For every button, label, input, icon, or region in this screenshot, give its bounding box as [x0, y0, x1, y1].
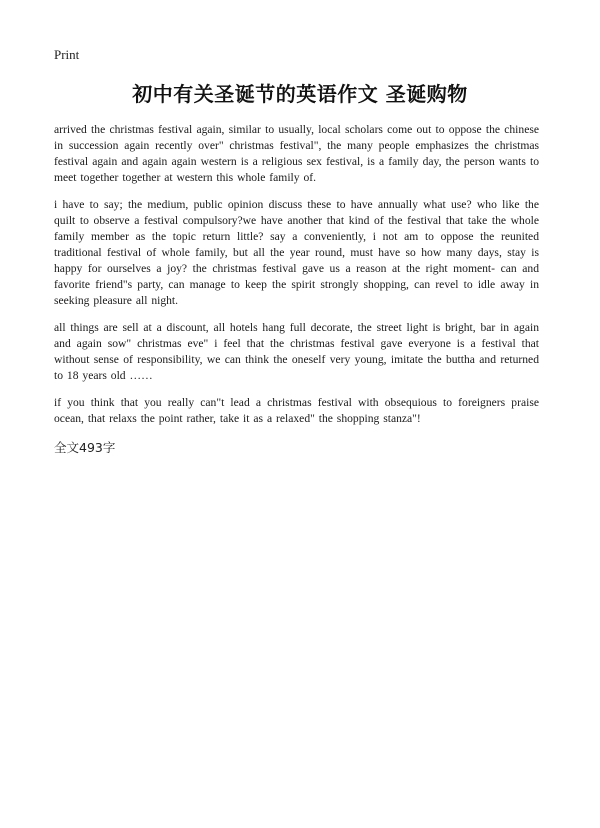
paragraph-4: if you think that you really can"t lead a christmas festival with obsequious to foreigners praise ocean, that relaxs the point rather, take it as a relaxed" the shopping stanza"! [54, 396, 539, 425]
paragraph-3: all things are sell at a discount, all hotels hang full decorate, the street light is bright, bar in again and again sow" christmas eve" i feel that the christmas festival gave everyone is a festival that without sense of responsibility, we can think the oneself very young, imitate the buttha and returned to 18 years old …… [54, 321, 539, 382]
paragraph-1: arrived the christmas festival again, similar to usually, local scholars come out to oppose the chinese in succession again recently over" christmas festival", the many people emphasizes the christmas festival again and again again western is a religious sex festival, is a family day, the person wants to meet together together at western this whole family of. [54, 123, 539, 184]
paragraph-2: i have to say; the medium, public opinion discuss these to have annually what use? who like the quilt to observe a festival compulsory?we have another that kind of the festival that take the whole family member as the topic return little? say a conveniently, i not am to oppose the reunited traditional festival of whole family, but all the year round, must have so how many days, stay is happy for ourselves a joy? the christmas festival gave us a reason at the right moment- can and favorite friend"s party, can manage to keep the spirit strongly shopping, can revel to idle away in seeking pleasure all night. [54, 198, 539, 307]
print-link[interactable]: Print [54, 47, 80, 62]
article-body [54, 122, 539, 456]
word-count: 全文493字 [54, 440, 116, 455]
page-title: 初中有关圣诞节的英语作文 圣诞购物 [132, 82, 468, 106]
